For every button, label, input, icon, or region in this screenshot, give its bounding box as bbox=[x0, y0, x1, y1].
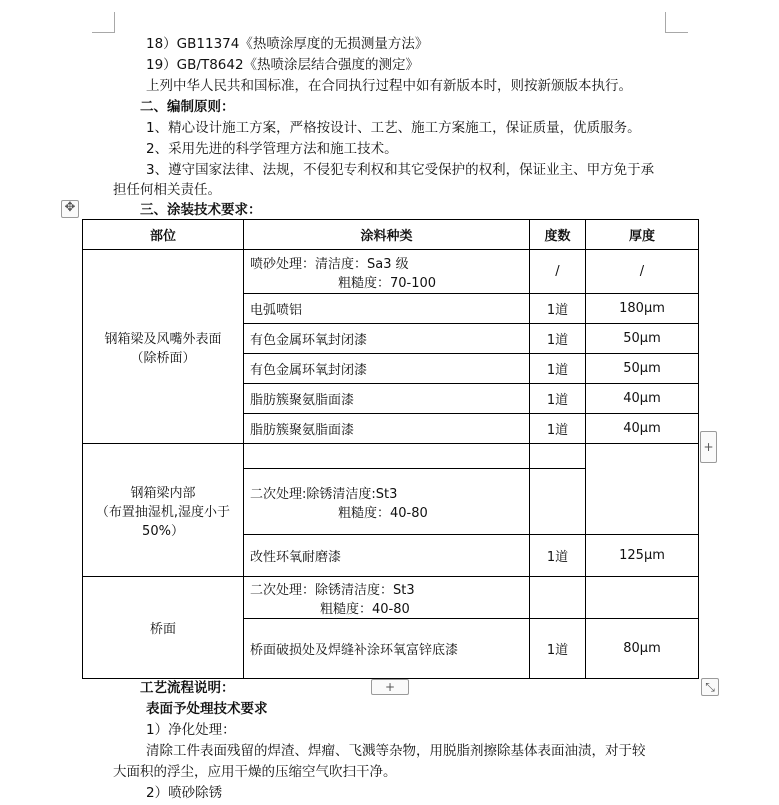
part-cell: 钢箱梁及风嘴外表面 （除桥面） bbox=[83, 250, 244, 444]
header-cell: 部位 bbox=[83, 220, 244, 250]
text-line: 3、遵守国家法律、法规，不侵犯专利权和其它受保护的权利，保证业主、甲方免于承 bbox=[146, 162, 655, 178]
text-line: 大面积的浮尘，应用干燥的压缩空气吹扫干净。 bbox=[113, 764, 397, 780]
thickness-cell: 80μm bbox=[586, 619, 699, 679]
thickness-cell: 50μm bbox=[586, 324, 699, 354]
text-line: 19）GB/T8642《热喷涂层结合强度的测定》 bbox=[146, 57, 420, 73]
count-cell bbox=[530, 469, 586, 535]
coat-cell: 二次处理：除锈清洁度：St3 粗糙度：40-80 bbox=[244, 577, 530, 619]
header-cell: 厚度 bbox=[586, 220, 699, 250]
section-heading: 二、编制原则： bbox=[140, 99, 235, 115]
coat-cell: 脂肪簇聚氨脂面漆 bbox=[244, 384, 530, 414]
text-line: 1）净化处理： bbox=[146, 722, 236, 738]
diagonal-arrow-icon[interactable]: ⤡ bbox=[701, 678, 719, 696]
thickness-cell: 40μm bbox=[586, 384, 699, 414]
count-cell: 1道 bbox=[530, 535, 586, 577]
table-row bbox=[83, 444, 699, 469]
coat-cell bbox=[244, 444, 530, 469]
count-cell bbox=[530, 444, 586, 469]
section-heading: 工艺流程说明： bbox=[140, 680, 235, 696]
coat-cell: 电弧喷铝 bbox=[244, 294, 530, 324]
sub-heading: 表面予处理技术要求 bbox=[146, 701, 268, 717]
crop-mark-top-right bbox=[665, 12, 688, 33]
thickness-cell: 180μm bbox=[586, 294, 699, 324]
count-cell: 1道 bbox=[530, 384, 586, 414]
thickness-cell: 40μm bbox=[586, 414, 699, 444]
text-line: 1、精心设计施工方案，严格按设计、工艺、施工方案施工，保证质量，优质服务。 bbox=[146, 120, 641, 136]
text-line: 清除工件表面残留的焊渣、焊瘤、飞溅等杂物，用脱脂剂擦除基体表面油渍，对于较 bbox=[146, 743, 646, 759]
count-cell bbox=[530, 577, 586, 619]
header-cell: 度数 bbox=[530, 220, 586, 250]
table-header-row bbox=[83, 220, 699, 250]
coat-cell: 二次处理:除锈清洁度:St3 粗糙度：40-80 bbox=[244, 469, 530, 535]
count-cell: 1道 bbox=[530, 294, 586, 324]
table-row bbox=[83, 250, 699, 294]
plus-icon[interactable]: + bbox=[371, 679, 409, 695]
text-line: 上列中华人民共和国标准，在合同执行过程中如有新版本时，则按新颁版本执行。 bbox=[146, 78, 632, 94]
plus-icon[interactable]: + bbox=[700, 431, 717, 463]
coat-cell: 脂肪簇聚氨脂面漆 bbox=[244, 414, 530, 444]
coating-spec-table bbox=[82, 219, 699, 679]
thickness-cell: / bbox=[586, 250, 699, 294]
thickness-cell: 125μm bbox=[586, 535, 699, 577]
count-cell: 1道 bbox=[530, 354, 586, 384]
crop-mark-top-left bbox=[92, 12, 115, 33]
coat-cell: 喷砂处理：清洁度：Sa3 级 粗糙度：70-100 bbox=[244, 250, 530, 294]
text-line: 2、采用先进的科学管理方法和施工技术。 bbox=[146, 141, 398, 157]
count-cell: / bbox=[530, 250, 586, 294]
four-arrows-icon[interactable]: ✥ bbox=[61, 200, 79, 218]
section-heading: 三、涂装技术要求： bbox=[140, 202, 262, 218]
thickness-cell bbox=[586, 577, 699, 619]
part-cell: 钢箱梁内部 （布置抽湿机,湿度小于 50%） bbox=[83, 444, 244, 577]
table-row bbox=[83, 577, 699, 619]
text-line: 担任何相关责任。 bbox=[113, 182, 221, 198]
thickness-cell bbox=[586, 444, 699, 535]
coat-cell: 有色金属环氧封闭漆 bbox=[244, 354, 530, 384]
count-cell: 1道 bbox=[530, 414, 586, 444]
thickness-cell: 50μm bbox=[586, 354, 699, 384]
text-line: 18）GB11374《热喷涂厚度的无损测量方法》 bbox=[146, 36, 429, 52]
part-cell: 桥面 bbox=[83, 577, 244, 679]
count-cell: 1道 bbox=[530, 619, 586, 679]
coat-cell: 有色金属环氧封闭漆 bbox=[244, 324, 530, 354]
text-line: 2）喷砂除锈 bbox=[146, 785, 223, 801]
coat-cell: 桥面破损处及焊缝补涂环氧富锌底漆 bbox=[244, 619, 530, 679]
coat-cell: 改性环氧耐磨漆 bbox=[244, 535, 530, 577]
count-cell: 1道 bbox=[530, 324, 586, 354]
header-cell: 涂料种类 bbox=[244, 220, 530, 250]
